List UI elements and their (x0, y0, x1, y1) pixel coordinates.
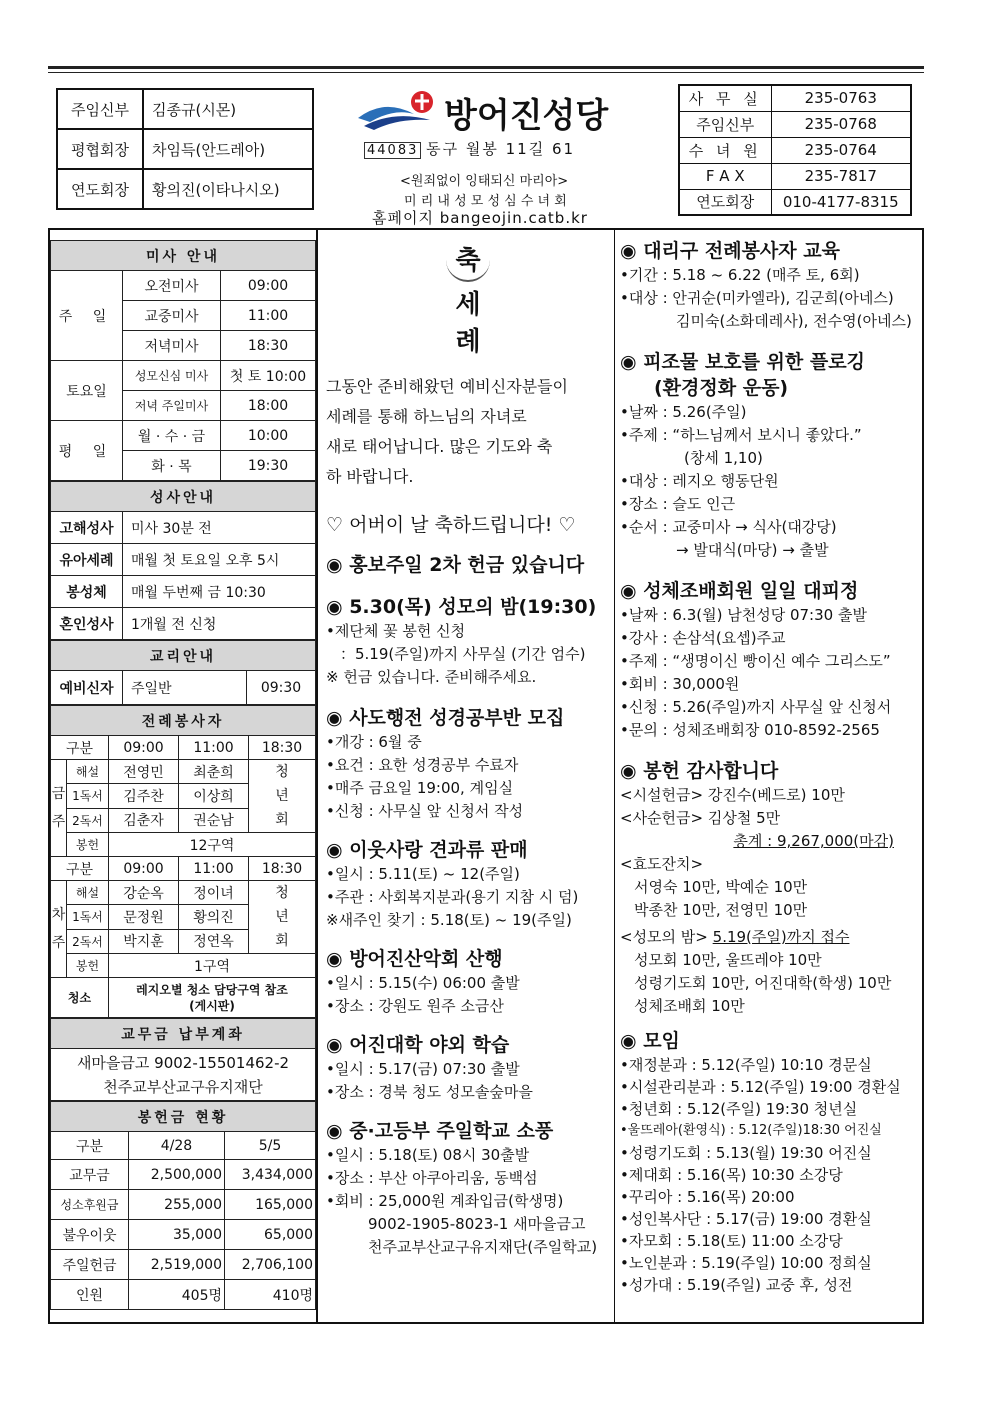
contact-label: 수 녀 원 (679, 137, 771, 163)
meet-title: ◉ 모임 (620, 1030, 680, 1052)
contact-label: F A X (679, 163, 771, 189)
mass-name: 오전미사 (123, 271, 221, 301)
bible-line: •개강 : 6월 중 (326, 733, 422, 751)
role: 1독서 (67, 784, 109, 808)
offering-cell: 주일헌금 (51, 1250, 129, 1280)
account-table (50, 1018, 316, 1101)
sacrament-value: 미사 30분 전 (123, 512, 316, 544)
offering-cell: 165,000 (225, 1190, 316, 1220)
euch-line: •문의 : 성체조배회장 010-8592-2565 (620, 721, 880, 739)
server: 권순남 (179, 808, 249, 832)
nuts-line: ※새주인 찾기 : 5.18(토) ~ 19(주일) (326, 911, 572, 929)
meet-line: •성령기도회 : 5.13(월) 19:30 어진실 (620, 1144, 872, 1162)
church-emblem-icon (354, 88, 446, 132)
sacrament-table (50, 481, 316, 640)
offering-title: 봉헌금 현황 (51, 1102, 316, 1132)
mass-name: 화 · 목 (123, 451, 221, 481)
hike-line: •일시 : 5.15(수) 06:00 출발 (326, 974, 520, 992)
plog-line: → 발대식(마당) → 출발 (676, 541, 829, 559)
role: 봉헌 (67, 833, 109, 857)
meet-line: •재정분과 : 5.12(주일) 10:10 경문실 (620, 1056, 872, 1074)
meet-line: •제대회 : 5.16(목) 10:30 소강당 (620, 1166, 843, 1184)
role: 봉헌 (67, 954, 109, 978)
euch-line: •날짜 : 6.3(월) 남천성당 07:30 출발 (620, 606, 867, 624)
role: 해설 (67, 760, 109, 784)
plog-line: •주제 : “하느님께서 보시니 좋았다.” (620, 426, 862, 444)
plog-line: •장소 : 슬도 인근 (620, 495, 736, 513)
divider-right (614, 228, 615, 1324)
mass-name: 교중미사 (123, 301, 221, 331)
offering-cell: 255,000 (129, 1190, 225, 1220)
liturgy-t2: 11:00 (179, 857, 249, 881)
offering-cell: 불우이웃 (51, 1220, 129, 1250)
role: 2독서 (67, 808, 109, 832)
offering-cell: 교무금 (51, 1160, 129, 1190)
role: 1독서 (67, 905, 109, 929)
address: 동구 월봉 11길 61 (426, 140, 576, 158)
bible-line: •요건 : 요한 성경공부 수료자 (326, 756, 519, 774)
hyodo-line: 서영숙 10만, 박예순 10만 (634, 878, 808, 896)
church-name: 방어진성당 (444, 96, 609, 136)
euch-line: •신청 : 5.26(주일)까지 사무실 앞 신청서 (620, 698, 892, 716)
school-line: •장소 : 부산 아쿠아리움, 동백섬 (326, 1169, 538, 1187)
thanks-total: 총계 : 9,267,000(마감) (733, 832, 894, 850)
week2-side: 차 주 (51, 881, 67, 978)
meet-line: •시설관리분과 : 5.12(주일) 19:00 경환실 (620, 1078, 901, 1096)
mary-title: ◉ 5.30(목) 성모의 밤(19:30) (326, 596, 597, 618)
offering-cell: 2,519,000 (129, 1250, 225, 1280)
sacrament-label: 유아세례 (51, 544, 123, 576)
liturgy-t1: 09:00 (109, 736, 179, 760)
mary-night-gift: 성령기도회 10만, 어진대학(학생) 10만 (634, 974, 892, 992)
meet-line: •자모회 : 5.18(토) 11:00 소강당 (620, 1232, 843, 1250)
baptism-title: 세 례 (455, 290, 561, 357)
euch-line: •회비 : 30,000원 (620, 675, 740, 693)
role: 해설 (67, 881, 109, 905)
contact-value: 235-0764 (771, 137, 911, 163)
mass-name: 저녁미사 (123, 331, 221, 361)
plog-line: •순서 : 교중미사 → 식사(대강당) (620, 518, 837, 536)
contact-value: 235-0763 (771, 85, 911, 111)
contact-label: 연도회장 (679, 189, 771, 215)
offering-cell: 성소후원금 (51, 1190, 129, 1220)
celebration-badge (326, 242, 610, 282)
server: 황의진 (179, 905, 249, 929)
mass-time: 10:00 (221, 421, 316, 451)
liturgy-table (50, 705, 316, 1018)
server: 김춘자 (109, 808, 179, 832)
mass-title: 미사 안내 (51, 241, 316, 271)
school-line: •회비 : 25,000원 계좌입금(학생명) (326, 1192, 564, 1210)
cleaning-label: 청소 (51, 978, 109, 1018)
plog-line: •대상 : 레지오 행동단원 (620, 472, 779, 490)
server: 이상희 (179, 784, 249, 808)
doctrine-table (50, 640, 316, 705)
mary-line: ：5.19(주일)까지 사무실 (기간 엄수) (340, 645, 586, 663)
meet-line: •노인분과 : 5.19(주일) 10:00 정희실 (620, 1254, 872, 1272)
offering-table (50, 1101, 316, 1310)
edu-line: 김미숙(소화데레사), 전수영(아네스) (676, 312, 912, 330)
school-account: 9002-1905-8023-1 새마을금고 (368, 1215, 586, 1233)
offering-head: 5/5 (225, 1132, 316, 1160)
week1-side: 금 주 (51, 760, 67, 857)
offering-head: 구분 (51, 1132, 129, 1160)
mary-line: •제단체 꽃 봉헌 신청 (326, 622, 466, 640)
sacrament-value: 1개월 전 신청 (123, 608, 316, 640)
promo-notice: ◉ 홍보주일 2차 헌금 있습니다 (326, 554, 585, 576)
edu-line: •대상 : 안귀순(미카엘라), 김군희(아네스) (620, 289, 894, 307)
meet-line: •성가대 : 5.19(주일) 교중 후, 성전 (620, 1276, 853, 1294)
univ-line: •장소 : 경북 청도 성모솔숲마을 (326, 1083, 533, 1101)
server: 정이녀 (179, 881, 249, 905)
sacrament-value: 매월 첫 토요일 오후 5시 (123, 544, 316, 576)
euch-title: ◉ 성체조배회원 일일 대피정 (620, 580, 859, 602)
euch-line: •강사 : 손삼석(요셉)주교 (620, 629, 786, 647)
hike-title: ◉ 방어진산악회 산행 (326, 948, 503, 970)
mass-time: 11:00 (221, 301, 316, 331)
server: 전영민 (109, 760, 179, 784)
thanks-line: <사순헌금> 김상철 5만 (620, 809, 781, 827)
mary-night-line (620, 926, 920, 949)
liturgy-t2: 11:00 (179, 736, 249, 760)
week2-youth: 청 년 회 (249, 881, 316, 954)
homepage-link[interactable]: 홈페이지 bangeojin.catb.kr (372, 209, 588, 227)
label-pastor: 주임신부 (57, 89, 143, 129)
mary-night-gift: 성체조배회 10만 (634, 997, 745, 1015)
top-rule (48, 66, 924, 69)
offering-cell: 2,500,000 (129, 1160, 225, 1190)
contact-value: 235-0768 (771, 111, 911, 137)
thanks-line: <시설헌금> 강진수(베드로) 10만 (620, 786, 845, 804)
middle-column (326, 236, 610, 1320)
school-account: 천주교부산교구유지재단(주일학교) (368, 1238, 598, 1256)
contact-label: 사 무 실 (679, 85, 771, 111)
mass-time: 18:00 (221, 391, 316, 421)
plog-verse: (창세 1,10) (684, 449, 763, 467)
mary-night-gift: 성모회 10만, 울뜨레야 10만 (634, 951, 822, 969)
thanks-title: ◉ 봉헌 감사합니다 (620, 760, 779, 782)
offering-cell: 410명 (225, 1280, 316, 1310)
week1-youth: 청 년 회 (249, 760, 316, 833)
hyodo-line: 박종찬 10만, 전영민 10만 (634, 901, 808, 919)
doctrine-value: 주일반 (123, 671, 247, 705)
sisters: 미 리 내 성 모 성 심 수 녀 회 (404, 194, 567, 209)
doctrine-time: 09:30 (247, 671, 316, 705)
liturgy-title: 전례봉사자 (51, 706, 316, 736)
edu-title: ◉ 대리구 전례봉사자 교육 (620, 240, 840, 262)
sacrament-value: 매월 두번째 금 10:30 (123, 576, 316, 608)
univ-line: •일시 : 5.17(금) 07:30 출발 (326, 1060, 520, 1078)
hike-line: •장소 : 강원도 원주 소금산 (326, 997, 504, 1015)
offering-cell: 2,706,100 (225, 1250, 316, 1280)
cleaning-value: 레지오별 청소 담당구역 참조 (게시판) (109, 978, 316, 1018)
offering-group: 1구역 (109, 954, 316, 978)
bible-title: ◉ 사도행전 성경공부반 모집 (326, 707, 565, 729)
mass-weekday: 평 일 (51, 421, 123, 481)
offering-cell: 인원 (51, 1280, 129, 1310)
meet-line: •성인복사단 : 5.17(금) 19:00 경환실 (620, 1210, 872, 1228)
parents-day: ♡ 어버이 날 축하드립니다! ♡ (326, 514, 576, 536)
offering-cell: 3,434,000 (225, 1160, 316, 1190)
role: 2독서 (67, 929, 109, 953)
sacrament-label: 봉성체 (51, 576, 123, 608)
mass-name: 성모신심 미사 (123, 361, 221, 391)
offering-cell: 65,000 (225, 1220, 316, 1250)
offering-group: 12구역 (109, 833, 316, 857)
right-column (620, 236, 920, 1320)
mass-time: 첫 토 10:00 (221, 361, 316, 391)
value-yeondo: 황의진(이타나시오) (143, 169, 313, 209)
server: 박지훈 (109, 929, 179, 953)
plog-line: •날짜 : 5.26(주일) (620, 403, 747, 421)
hyodo-label: <효도잔치> (620, 855, 704, 873)
offering-cell: 405명 (129, 1280, 225, 1310)
server: 강순옥 (109, 881, 179, 905)
offering-head: 4/28 (129, 1132, 225, 1160)
mary-night-label: <성모의 밤> (620, 928, 708, 946)
divider-left (316, 228, 318, 1324)
contact-value: 235-7817 (771, 163, 911, 189)
bible-line: •매주 금요일 19:00, 계임실 (326, 779, 514, 797)
nuts-line: •일시 : 5.11(토) ~ 12(주일) (326, 865, 520, 883)
address-line (364, 138, 575, 159)
wreath-icon: 축 (446, 242, 490, 282)
server: 정연옥 (179, 929, 249, 953)
contacts-table (678, 84, 912, 216)
motto: <원죄없이 잉태되신 마리아> (400, 174, 569, 189)
mass-table (50, 240, 316, 481)
server: 최춘희 (179, 760, 249, 784)
liturgy-col0: 구분 (51, 857, 109, 881)
sacrament-title: 성사안내 (51, 482, 316, 512)
euch-line: •주제 : “생명이신 빵이신 예수 그리스도” (620, 652, 891, 670)
account-info: 새마을금고 9002-15501462-2 천주교부산교구유지재단 (51, 1049, 316, 1101)
mass-name: 월 · 수 · 금 (123, 421, 221, 451)
mass-sunday: 주 일 (51, 271, 123, 361)
church-logo (354, 88, 654, 136)
liturgy-t3: 18:30 (249, 736, 316, 760)
contact-label: 주임신부 (679, 111, 771, 137)
account-title: 교무금 납부계좌 (51, 1019, 316, 1049)
postal-code: 44083 (364, 142, 421, 159)
doctrine-label: 예비신자 (51, 671, 123, 705)
doctrine-title: 교리안내 (51, 641, 316, 671)
liturgy-t3: 18:30 (249, 857, 316, 881)
univ-title: ◉ 어진대학 야외 학습 (326, 1034, 510, 1056)
label-council: 평협회장 (57, 129, 143, 169)
header-left-table (56, 88, 314, 210)
mass-name: 저녁 주일미사 (123, 391, 221, 421)
baptism-line: 그동안 준비해왔던 예비신자분들이 (326, 377, 569, 396)
sacrament-label: 고해성사 (51, 512, 123, 544)
baptism-line: 하 바랍니다. (326, 467, 414, 486)
baptism-line: 새로 태어납니다. 많은 기도와 축 (326, 437, 553, 456)
value-pastor: 김종규(시몬) (143, 89, 313, 129)
meet-line: •청년회 : 5.12(주일) 19:30 청년실 (620, 1100, 858, 1118)
server: 김주찬 (109, 784, 179, 808)
mass-time: 09:00 (221, 271, 316, 301)
nuts-title: ◉ 이웃사랑 견과류 판매 (326, 839, 528, 861)
mass-saturday: 토요일 (51, 361, 123, 421)
edu-line: •기간 : 5.18 ~ 6.22 (매주 토, 6회) (620, 266, 860, 284)
baptism-line: 세례를 통해 하느님의 자녀로 (326, 407, 527, 426)
sacrament-label: 혼인성사 (51, 608, 123, 640)
server: 문정원 (109, 905, 179, 929)
meet-line: •울뜨레아(환영식) : 5.12(주일)18:30 어진실 (620, 1123, 882, 1138)
label-yeondo: 연도회장 (57, 169, 143, 209)
liturgy-t1: 09:00 (109, 857, 179, 881)
meet-line: •꾸리아 : 5.16(목) 20:00 (620, 1188, 795, 1206)
mary-line: ※ 헌금 있습니다. 준비해주세요. (326, 668, 537, 686)
mary-deadline: 5.19(주일)까지 접수 (712, 928, 850, 946)
bible-line: •신청 : 사무실 앞 신청서 작성 (326, 802, 524, 820)
offering-cell: 35,000 (129, 1220, 225, 1250)
plog-subtitle: (환경정화 운동) (654, 377, 789, 399)
top-rule-thin (48, 72, 924, 73)
mass-time: 18:30 (221, 331, 316, 361)
contact-value: 010-4177-8315 (771, 189, 911, 215)
school-title: ◉ 중·고등부 주일학교 소풍 (326, 1120, 554, 1142)
mass-time: 19:30 (221, 451, 316, 481)
liturgy-col0: 구분 (51, 736, 109, 760)
plog-title: ◉ 피조물 보호를 위한 플로깅 (620, 351, 865, 373)
left-column (50, 240, 316, 1310)
school-line: •일시 : 5.18(토) 08시 30출발 (326, 1146, 530, 1164)
nuts-line: •주관 : 사회복지분과(용기 지참 시 덤) (326, 888, 579, 906)
value-council: 차임득(안드레아) (143, 129, 313, 169)
